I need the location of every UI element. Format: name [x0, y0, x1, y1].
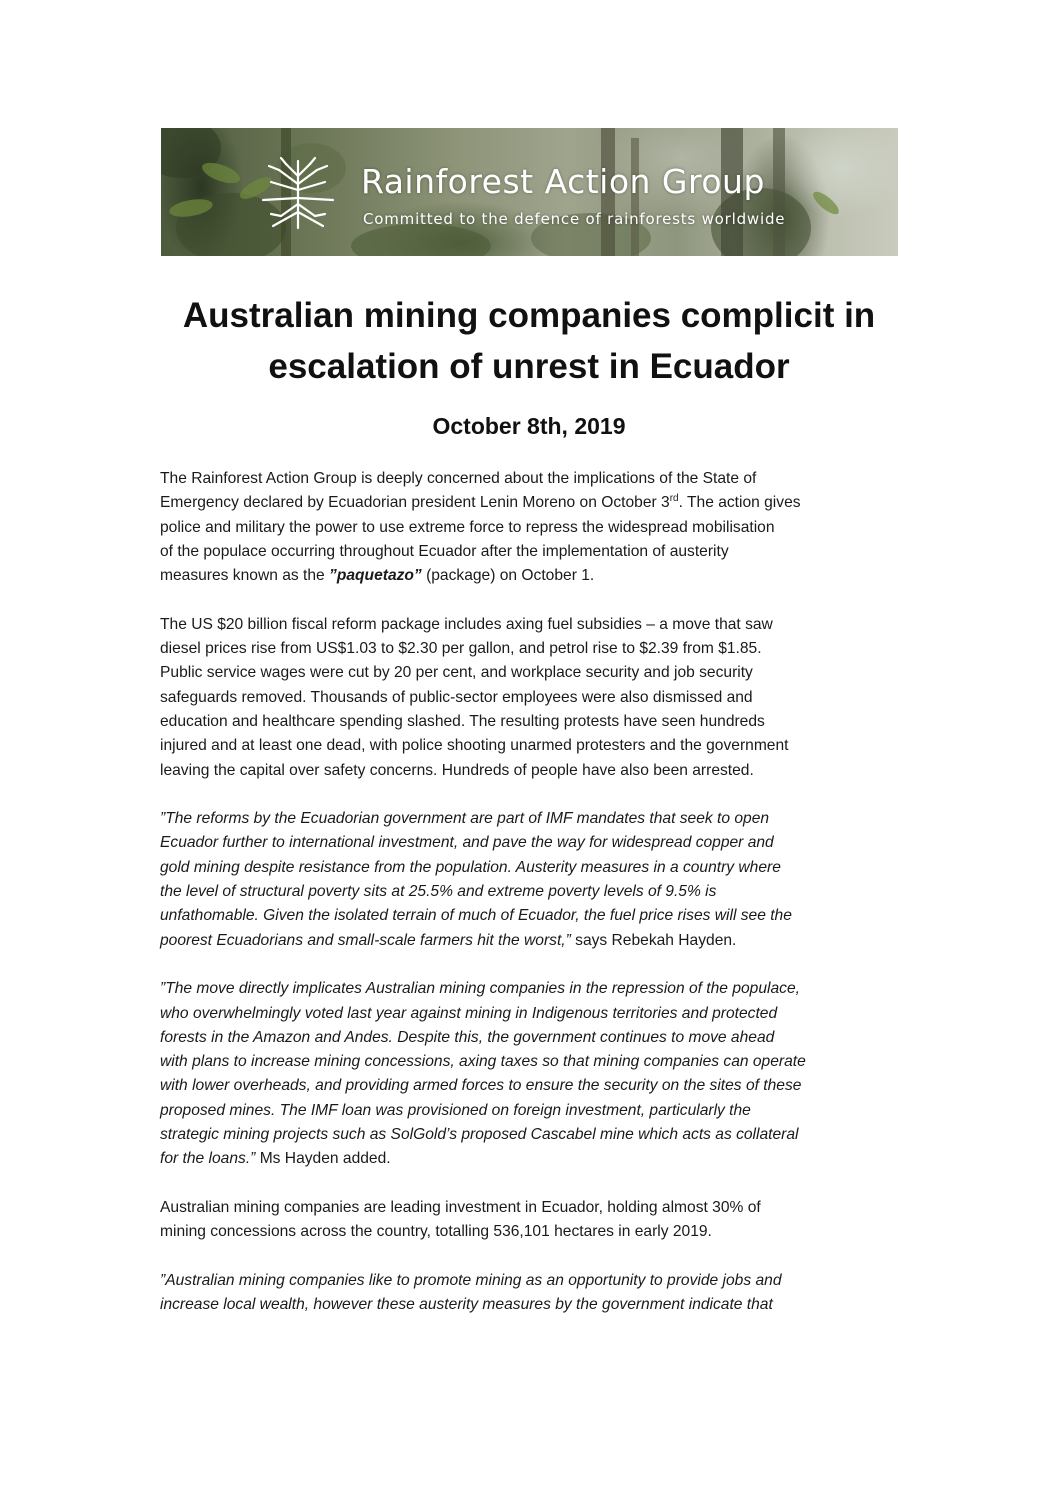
text-line: with lower overheads, and providing armed forces to ensure the security on the sites of these	[160, 1077, 802, 1095]
text-span: measures known as the	[160, 567, 330, 585]
text-line: diesel prices rise from US$1.03 to $2.30 per gallon, and petrol rise to $2.39 from $1.85.	[160, 640, 762, 658]
text-line: unfathomable. Given the isolated terrain of much of Ecuador, the fuel price rises will see the	[160, 907, 792, 925]
text-line: The US $20 billion fiscal reform package includes axing fuel subsidies – a move that saw	[160, 615, 773, 633]
paragraph-6-quote	[160, 1269, 905, 1318]
text-line: Public service wages were cut by 20 per cent, and workplace security and job security	[160, 664, 753, 682]
headline-line-1: Australian mining companies complicit in	[182, 296, 876, 335]
text-line: increase local wealth, however these austerity measures by the government indicate that	[160, 1296, 773, 1314]
text-span: poorest Ecuadorians and small-scale farmers hit the worst,”	[160, 931, 571, 949]
text-span: (package) on October 1.	[421, 567, 595, 585]
text-line: mining concessions across the country, totalling 536,101 hectares in early 2019.	[160, 1223, 712, 1241]
text-line	[160, 564, 905, 588]
text-line: Ecuador further to international investment, and pave the way for widespread copper and	[160, 834, 774, 852]
text-line: strategic mining projects such as SolGold’s proposed Cascabel mine which acts as collateral	[160, 1126, 799, 1144]
paragraph-4-quote	[160, 977, 905, 1171]
tree-roots-icon	[251, 156, 346, 231]
release-date: October 8th, 2019	[432, 413, 626, 439]
text-line	[160, 1147, 905, 1171]
article-body	[160, 467, 905, 1342]
paragraph-2	[160, 613, 905, 783]
text-span: . The action gives	[678, 494, 801, 512]
text-line: who overwhelmingly voted last year against mining in Indigenous territories and protected	[160, 1004, 778, 1022]
text-line: ”Australian mining companies like to promote mining as an opportunity to provide jobs and	[160, 1271, 782, 1289]
superscript: rd	[669, 493, 679, 505]
attribution: Ms Hayden added.	[255, 1150, 391, 1168]
text-line: Australian mining companies are leading investment in Ecuador, holding almost 30% of	[160, 1198, 761, 1216]
text-span: for the loans.”	[160, 1150, 256, 1168]
text-line	[160, 929, 905, 953]
paragraph-5	[160, 1196, 905, 1245]
paragraph-1	[160, 467, 905, 588]
headline-line-2: escalation of unrest in Ecuador	[268, 347, 790, 386]
text-line: leaving the capital over safety concerns. Hundreds of people have also been arrested.	[160, 761, 754, 779]
header-banner	[161, 128, 898, 256]
brand-tagline: Committed to the defence of rainforests worldwide	[363, 210, 786, 228]
brand-name: Rainforest Action Group	[361, 162, 765, 201]
text-line: forests in the Amazon and Andes. Despite this, the government continues to move ahead	[160, 1028, 775, 1046]
text-line: The Rainforest Action Group is deeply concerned about the implications of the State of	[160, 470, 757, 487]
text-line	[160, 491, 905, 515]
text-line: the level of structural poverty sits at 25.5% and extreme poverty levels of 9.5% is	[160, 883, 717, 901]
text-line: ”The reforms by the Ecuadorian government are part of IMF mandates that seek to open	[160, 810, 770, 828]
text-line: ”The move directly implicates Australian mining companies in the repression of the populace,	[160, 980, 800, 998]
text-line: education and healthcare spending slashed. The resulting protests have seen hundreds	[160, 712, 765, 730]
text-line: with plans to increase mining concessions, axing taxes so that mining companies can operate	[160, 1053, 806, 1071]
attribution: says Rebekah Hayden.	[570, 931, 737, 949]
italic-term: ”paquetazo”	[329, 567, 422, 585]
text-line: safeguards removed. Thousands of public-sector employees were also dismissed and	[160, 688, 753, 706]
text-line: of the populace occurring throughout Ecuador after the implementation of austerity	[160, 542, 729, 560]
paragraph-3-quote	[160, 807, 905, 953]
text-line: gold mining despite resistance from the population. Austerity measures in a country where	[160, 858, 781, 876]
text-span: Emergency declared by Ecuadorian president Lenin Moreno on October 3	[160, 494, 670, 512]
text-line: injured and at least one dead, with police shooting unarmed protesters and the government	[160, 737, 789, 755]
text-line: police and military the power to use extreme force to repress the widespread mobilisation	[160, 518, 775, 536]
headline	[120, 290, 938, 392]
text-line: proposed mines. The IMF loan was provisioned on foreign investment, particularly the	[160, 1101, 751, 1119]
